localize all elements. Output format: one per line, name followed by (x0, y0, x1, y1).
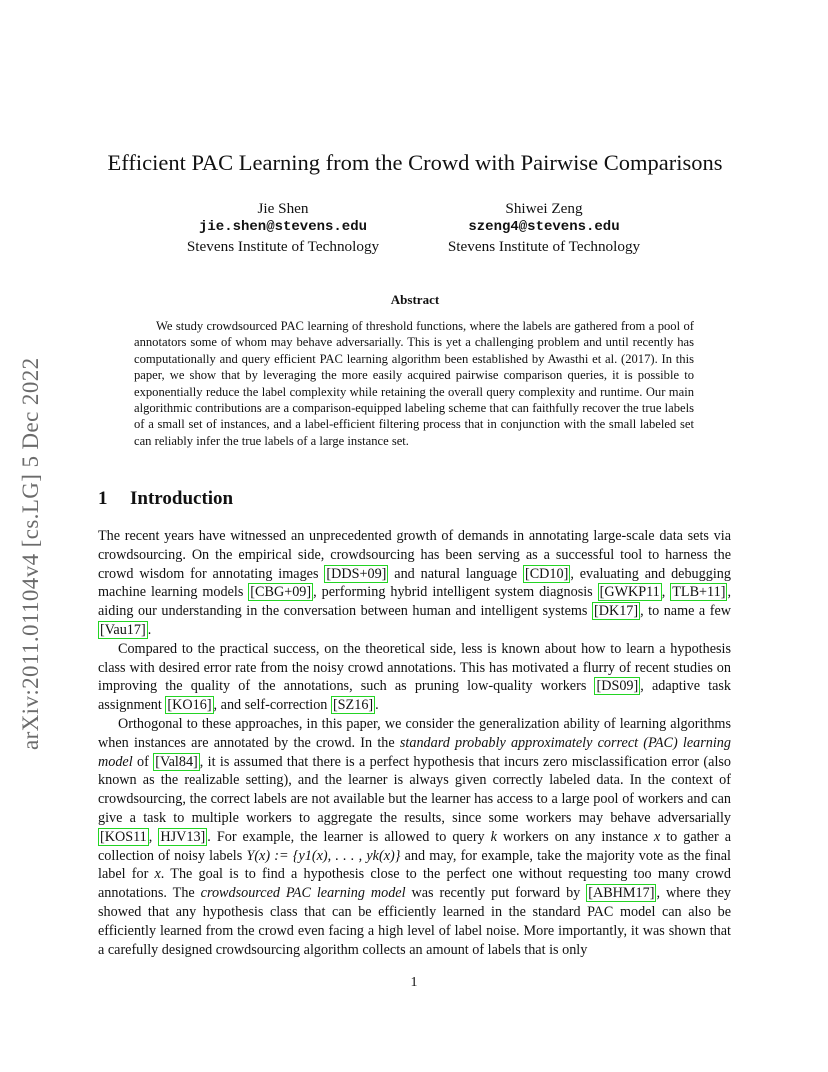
text-run: The recent years have witnessed an unprecedented growth of demands in annotating large-scale data sets via crowdsourcing. On the empirical side, crowdsourcing has been serving as a successful tool to harness the crowd wisdom for annotating images (98, 528, 731, 582)
text-run: . (375, 697, 379, 714)
citation-link[interactable]: [Val84] (155, 753, 198, 770)
citation-label: SZ16 (337, 697, 369, 714)
abstract-text: We study crowdsourced PAC learning of threshold functions, where the labels are gathered from a pool of annotators some of whom may behave adversarially. This is yet a challenging problem and until recently has computationally and query efficient PAC learning algorithm been established by Awasthi et al. (2017). In this paper, we show that by leveraging the more easily acquired pairwise comparison queries, it is possible to exponentially reduce the label complexity while retaining the overall query complexity and runtime. Our main algorithmic contributions are a comparison-equipped labeling scheme that can faithfully recover the true labels of a small set of instances, and a label-efficient filtering process that in conjunction with the small labeled set can reliably infer the true labels of a large instance set. (134, 319, 694, 448)
paragraph (98, 715, 731, 959)
text-run: . The goal is to find a hypothesis close to the perfect one without requesting too many crowd annotations. The (98, 866, 731, 902)
section-number: 1 (98, 488, 108, 509)
author-affiliation: Stevens Institute of Technology (186, 238, 380, 255)
text-run: workers on any instance (496, 828, 654, 845)
citation-label: DS09 (601, 678, 634, 695)
citation-link[interactable]: TLB+11] (672, 584, 726, 601)
author-block (404, 199, 684, 256)
citation-link[interactable]: [CBG+09] (250, 584, 312, 601)
section-heading (98, 488, 233, 510)
citation-label: DK17 (598, 603, 634, 620)
text-run: was recently put forward by (405, 885, 587, 902)
citation-label: KO16 (172, 697, 207, 714)
author-name: Shiwei Zeng (505, 200, 583, 217)
citation-link[interactable]: [CD10] (524, 565, 569, 582)
page-number: 1 (410, 975, 418, 990)
citation-label: CD10 (529, 565, 564, 582)
text-run: and natural language (388, 565, 523, 582)
text-run: , evaluating and debugging machine learning models (98, 565, 731, 601)
citation-link[interactable]: [DK17] (593, 603, 639, 620)
text-run: of (132, 753, 154, 770)
text-run: Compared to the practical success, on the theoretical side, less is known about how to learn a hypothesis class with desired error rate from the noisy crowd annotations. This has motivated a flurry of recent studies on improving the quality of the annotations, such as pruning low-quality workers (98, 640, 731, 695)
math-variable: k (490, 828, 497, 845)
author-email: jie.shen@stevens.edu (198, 219, 368, 235)
author-affiliation: Stevens Institute of Technology (447, 238, 641, 255)
citation-label: Val84 (159, 753, 194, 770)
abstract-heading: Abstract (390, 292, 440, 307)
text-run: , aiding our understanding in the conversation between human and intelligent systems (98, 584, 731, 620)
text-run: , (148, 828, 159, 845)
citation-label: GWKP11 (604, 584, 660, 601)
text-run: , and self-correction (213, 697, 331, 714)
citation-link[interactable]: [GWKP11 (599, 584, 660, 601)
citation-link[interactable]: [Vau17] (100, 621, 146, 638)
text-run: , performing hybrid intelligent system diagnosis (313, 584, 598, 601)
math-variable: x (653, 828, 661, 845)
text-run: , where they showed that any hypothesis class that can be efficiently learned in the standard PAC model can also be efficiently learned from the crowd even facing a high level of label noise. More importantly, it was shown that a carefully designed crowdsourcing algorithm collects an amount of labels that is only (98, 885, 731, 958)
author-name: Jie Shen (257, 200, 309, 217)
citation-link[interactable]: [DS09] (596, 678, 639, 695)
text-run: , (661, 584, 671, 601)
citation-label: DDS+09 (331, 565, 382, 582)
math-expression: Y(x) := {y1(x), . . . , yk(x)} (246, 847, 401, 864)
text-run: , adaptive task assignment (98, 678, 731, 714)
arxiv-identifier: arXiv:2011.01104v4 [cs.LG] 5 Dec 2022 (18, 357, 43, 750)
paragraph (98, 527, 731, 640)
body-text (98, 527, 731, 959)
text-run: and may, for example, take the majority vote as the final label for (98, 847, 731, 883)
author-block (143, 199, 423, 256)
math-variable: x (154, 866, 161, 883)
citation-link[interactable]: [DDS+09] (326, 565, 387, 582)
text-run: to gather a collection of noisy labels (98, 828, 732, 864)
text-run: Orthogonal to these approaches, in this paper, we consider the generalization ability of learning algorithms when instances are annotated by the crowd. In the (98, 715, 731, 751)
citation-label: Vau17 (104, 621, 141, 638)
citation-label: KOS11 (104, 828, 147, 845)
citation-link[interactable]: HJV13] (160, 828, 206, 845)
author-email: szeng4@stevens.edu (468, 219, 620, 235)
section-title: Introduction (130, 488, 234, 509)
citation-label: CBG+09 (255, 584, 307, 601)
citation-link[interactable]: [KO16] (167, 697, 212, 714)
text-run: , to name a few (640, 603, 732, 620)
paragraph (98, 640, 731, 715)
citation-label: TLB+11 (672, 584, 721, 601)
text-run: , it is assumed that there is a perfect hypothesis that incurs zero misclassification error (also known as the realizable setting), and the learner is always given correctly labeled data. In the context of crowdsourcing, the correct labels are not available but the learner has access to a large pool of workers and can give a task to multiple workers to aggregate the results, since some workers may behave adversarially (98, 753, 731, 826)
citation-link[interactable]: [ABHM17] (588, 885, 655, 902)
emphasis-text: crowdsourced PAC learning model (200, 885, 406, 902)
text-run: . For example, the learner is allowed to query (207, 828, 491, 845)
citation-link[interactable]: [SZ16] (332, 697, 374, 714)
citation-link[interactable]: [KOS11 (100, 828, 147, 845)
citation-label: HJV13 (160, 828, 201, 845)
text-run: . (147, 621, 152, 638)
paper-title: Efficient PAC Learning from the Crowd with Pairwise Comparisons (107, 150, 723, 175)
emphasis-text: standard probably approximately correct (PAC) learning model (98, 734, 731, 770)
citation-label: ABHM17 (592, 885, 650, 902)
